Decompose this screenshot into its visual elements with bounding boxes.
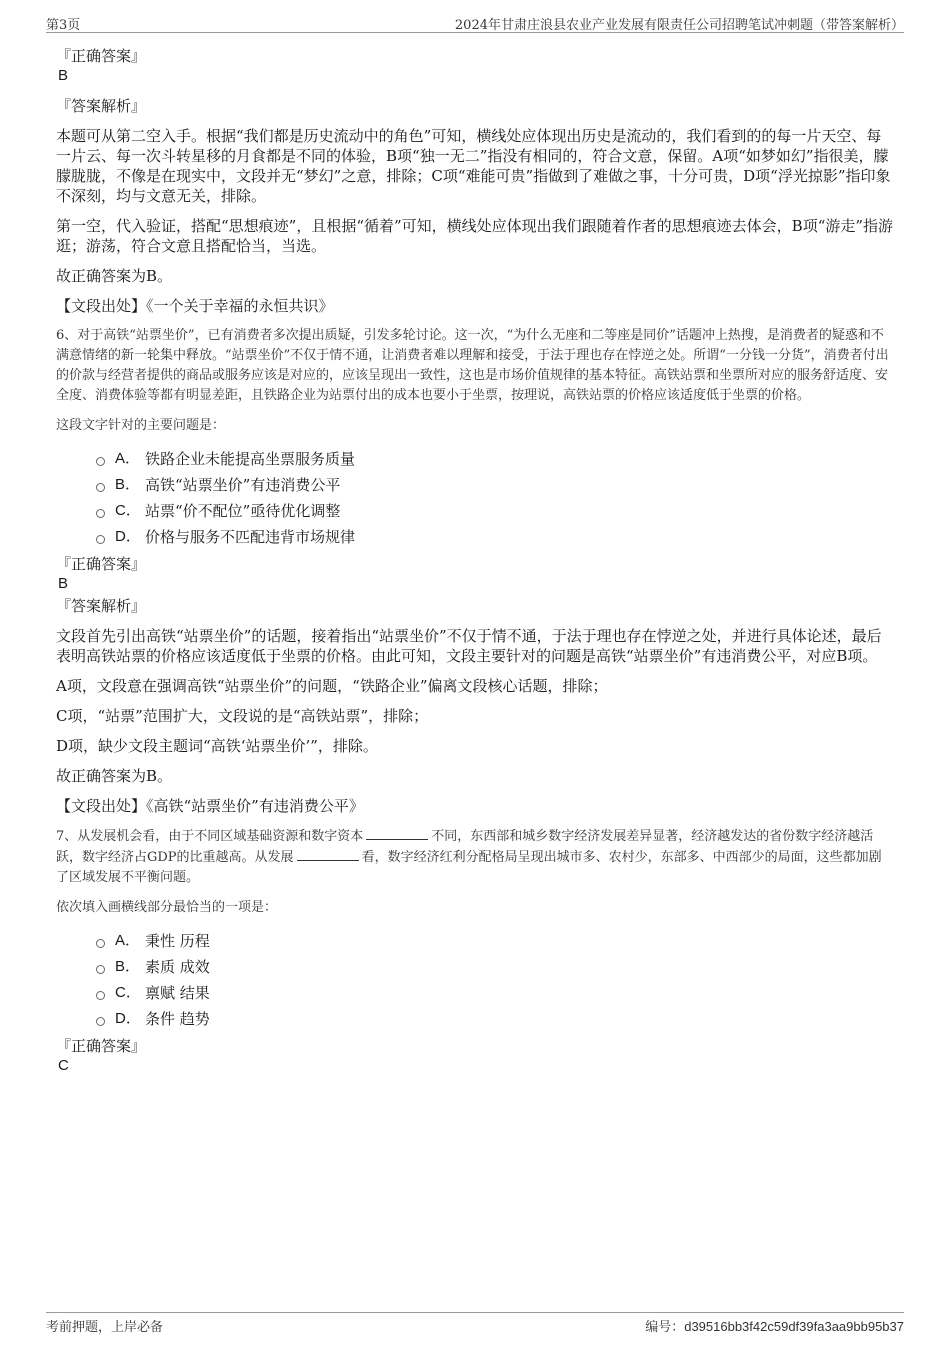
fill-blank xyxy=(366,826,428,840)
passage-source: 【文段出处】《一个关于幸福的永恒共识》 xyxy=(56,297,334,315)
page-footer xyxy=(46,1312,904,1335)
option-c[interactable]: C． 禀赋 结果 xyxy=(96,980,894,1006)
answer-label: 『正确答案』 xyxy=(56,47,147,65)
radio-icon[interactable] xyxy=(96,535,105,544)
option-d[interactable]: D． 条件 趋势 xyxy=(96,1006,894,1032)
analysis-paragraph: 文段首先引出高铁“站票坐价”的话题，接着指出“站票坐价”不仅于情不通，于法于理也存在悖逆之处，并进行具体论述，最后表明高铁站票的价格应该适度低于坐票的价格。由此可知，文段主要针对的问题是高铁“站票坐价”有违消费公平，对应B项。 xyxy=(56,627,882,665)
answer-label: 『正确答案』 xyxy=(56,555,147,573)
page-header xyxy=(46,12,904,33)
analysis-paragraph: D项，缺少文段主题词“高铁‘站票坐价’”，排除。 xyxy=(56,737,378,755)
radio-icon[interactable] xyxy=(96,1017,105,1026)
option-list xyxy=(96,446,894,550)
radio-icon[interactable] xyxy=(96,939,105,948)
analysis-paragraph: 第一空，代入验证，搭配“思想痕迹”，且根据“循着”可知，横线处应体现出我们跟随着作者的思想痕迹去体会，B项“游走”指游逛；游荡，符合文意且搭配恰当，当选。 xyxy=(56,217,894,255)
analysis-conclusion: 故正确答案为B。 xyxy=(56,267,173,285)
option-c[interactable]: C． 站票“价不配位”亟待优化调整 xyxy=(96,498,894,524)
document-title: 2024年甘肃庄浪县农业产业发展有限责任公司招聘笔试冲刺题（带答案解析） xyxy=(454,18,904,33)
fill-blank xyxy=(297,847,359,861)
answer-value: C xyxy=(58,1057,69,1074)
analysis-label: 『答案解析』 xyxy=(56,97,147,115)
answer-value: B xyxy=(58,575,69,592)
option-list xyxy=(96,928,894,1032)
radio-icon[interactable] xyxy=(96,457,105,466)
option-a[interactable]: A． 秉性 历程 xyxy=(96,928,894,954)
option-b[interactable]: B． 素质 成效 xyxy=(96,954,894,980)
question-prompt: 这段文字针对的主要问题是： xyxy=(56,418,226,433)
page-number: 第3页 xyxy=(46,18,81,33)
analysis-paragraph: 本题可从第二空入手。根据“我们都是历史流动中的角色”可知，横线处应体现出历史是流动的，我们看到的的每一片天空、每一片云、每一次斗转星移的月食都是不同的体验，B项“独一无二”指没有相同的，符合文意，保留。A项“如梦如幻”指很美，朦朦胧胧，不像是在现实中，文段并无“梦幻”之意，排除；C项“难能可贵”指做到了难做之事，十分可贵，D项“浮光掠影”指印象不深刻，均与文意无关，排除。 xyxy=(56,127,891,205)
analysis-paragraph: C项，“站票”范围扩大，文段说的是“高铁站票”，排除； xyxy=(56,707,429,725)
question-prompt: 依次填入画横线部分最恰当的一项是： xyxy=(56,900,278,915)
radio-icon[interactable] xyxy=(96,509,105,518)
radio-icon[interactable] xyxy=(96,483,105,492)
option-a[interactable]: A． 铁路企业未能提高坐票服务质量 xyxy=(96,446,894,472)
answer-value: B xyxy=(58,67,69,84)
question-text: 6、对于高铁“站票坐价”，已有消费者多次提出质疑，引发多轮讨论。这一次，“为什么无座和二等座是同价”话题冲上热搜，是消费者的疑惑和不满意情绪的新一轮集中释放。“站票坐价”不仅于情不通，让消费者难以理解和接受，于法于理也存在悖逆之处。所谓“一分钱一分货”，消费者付出的价款与经营者提供的商品或服务应该是对应的，应该呈现出一致性，这也是市场价值规律的基本特征。高铁站票和坐票所对应的服务舒适度、安全度、消费体验等都有明显差距，且铁路企业为站票付出的成本也要小于坐票，按理说，高铁站票的价格应该适度低于坐票的价格。 xyxy=(56,328,889,403)
document-id: 编号：d39516bb3f42c59df39fa3aa9bb95b37 xyxy=(645,1319,904,1334)
radio-icon[interactable] xyxy=(96,965,105,974)
footer-slogan: 考前押题，上岸必备 xyxy=(46,1320,164,1335)
analysis-paragraph: A项，文段意在强调高铁“站票坐价”的问题，“铁路企业”偏离文段核心话题，排除； xyxy=(56,677,608,695)
passage-source: 【文段出处】《高铁“站票坐价”有违消费公平》 xyxy=(56,797,364,815)
answer-label: 『正确答案』 xyxy=(56,1037,147,1055)
question-text: 7、从发展机会看，由于不同区域基础资源和数字资本 不同，东西部和城乡数字经济发展差异显著，经济越发达的省份数字经济越活跃，数字经济占GDP的比重越高。从发展 看，数字经济红利分配格局呈现出城市多、农村少，东部多、中西部少的局面，这些都加剧了区域发展不平衡问题。 xyxy=(56,826,894,888)
analysis-label: 『答案解析』 xyxy=(56,597,147,615)
analysis-conclusion: 故正确答案为B。 xyxy=(56,767,173,785)
radio-icon[interactable] xyxy=(96,991,105,1000)
page-content xyxy=(56,44,894,1076)
option-d[interactable]: D． 价格与服务不匹配违背市场规律 xyxy=(96,524,894,550)
option-b[interactable]: B． 高铁“站票坐价”有违消费公平 xyxy=(96,472,894,498)
